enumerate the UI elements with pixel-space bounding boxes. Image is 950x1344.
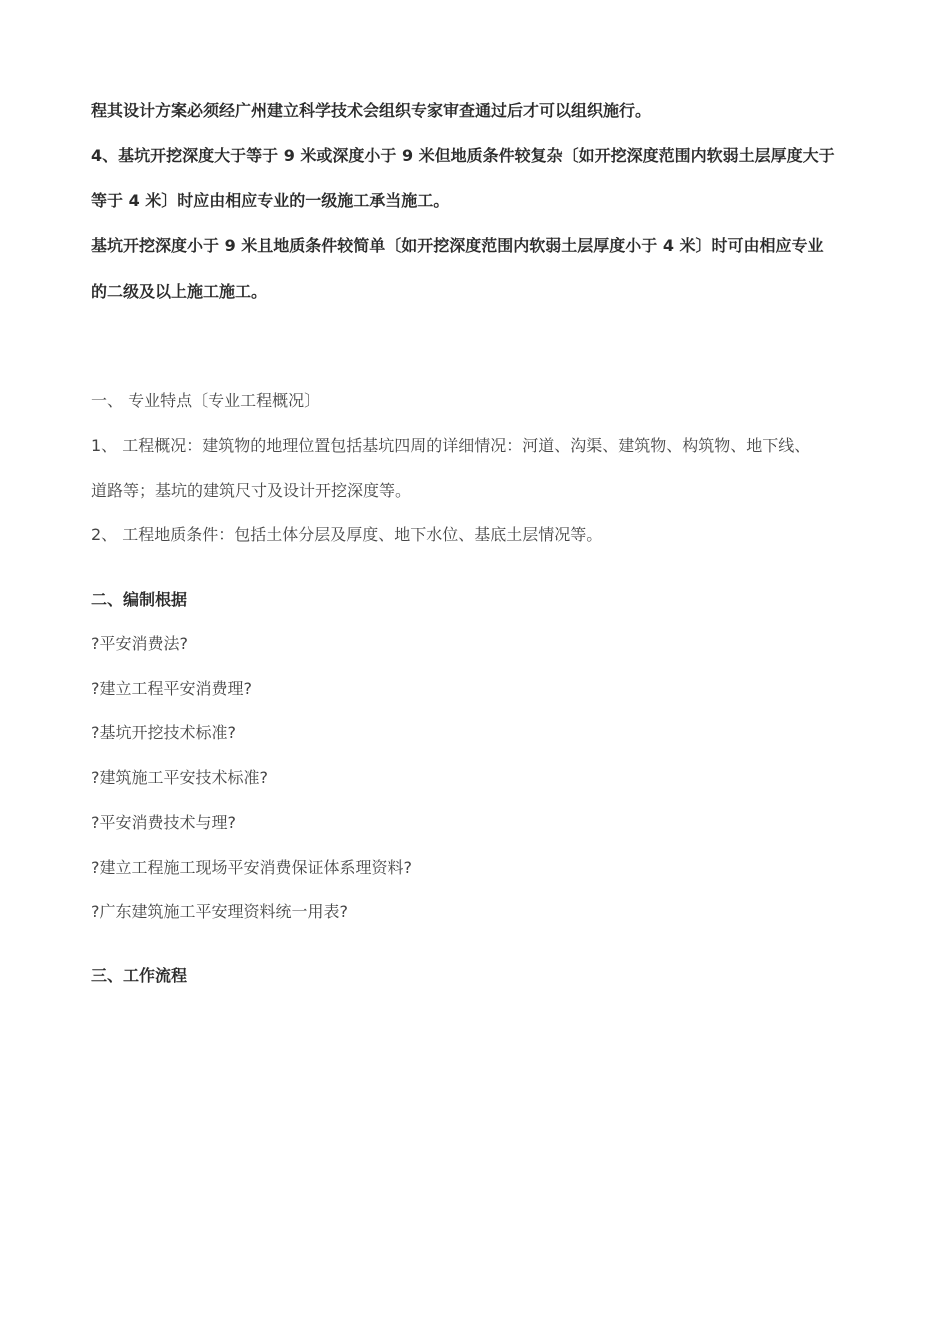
intro-paragraph-line: 4、基坑开挖深度大于等于 9 米或深度小于 9 米但地质条件较复杂〔如开挖深度范围内软弱土层厚度大于 — [91, 146, 835, 165]
overview-item-line: 道路等；基坑的建筑尺寸及设计开挖深度等。 — [91, 481, 412, 500]
section-heading-1: 一、 专业特点〔专业工程概况〕 — [91, 391, 321, 410]
reference-item: ?平安消费法? — [91, 634, 188, 653]
intro-paragraph-line: 程其设计方案必须经广州建立科学技术会组织专家审查通过后才可以组织施行。 — [91, 101, 652, 120]
reference-item: ?建筑施工平安技术标准? — [91, 768, 268, 787]
intro-paragraph-line: 等于 4 米〕时应由相应专业的一级施工承当施工。 — [91, 191, 450, 210]
intro-paragraph-line: 的二级及以上施工施工。 — [91, 282, 268, 301]
reference-item: ?建立工程施工现场平安消费保证体系理资料? — [91, 858, 412, 877]
section-heading-2: 二、编制根据 — [91, 590, 188, 609]
reference-item: ?广东建筑施工平安理资料统一用表? — [91, 902, 348, 921]
intro-paragraph-line: 基坑开挖深度小于 9 米且地质条件较简单〔如开挖深度范围内软弱土层厚度小于 4 米〕时可由相应专业 — [91, 236, 824, 255]
geology-item-line: 2、 工程地质条件：包括土体分层及厚度、地下水位、基底土层情况等。 — [91, 525, 603, 544]
reference-item: ?基坑开挖技术标准? — [91, 723, 236, 742]
reference-item: ?建立工程平安消费理? — [91, 679, 252, 698]
reference-item: ?平安消费技术与理? — [91, 813, 236, 832]
section-heading-3: 三、工作流程 — [91, 966, 188, 985]
overview-item-line: 1、 工程概况：建筑物的地理位置包括基坑四周的详细情况：河道、沟渠、建筑物、构筑物、地下线、 — [91, 436, 811, 455]
